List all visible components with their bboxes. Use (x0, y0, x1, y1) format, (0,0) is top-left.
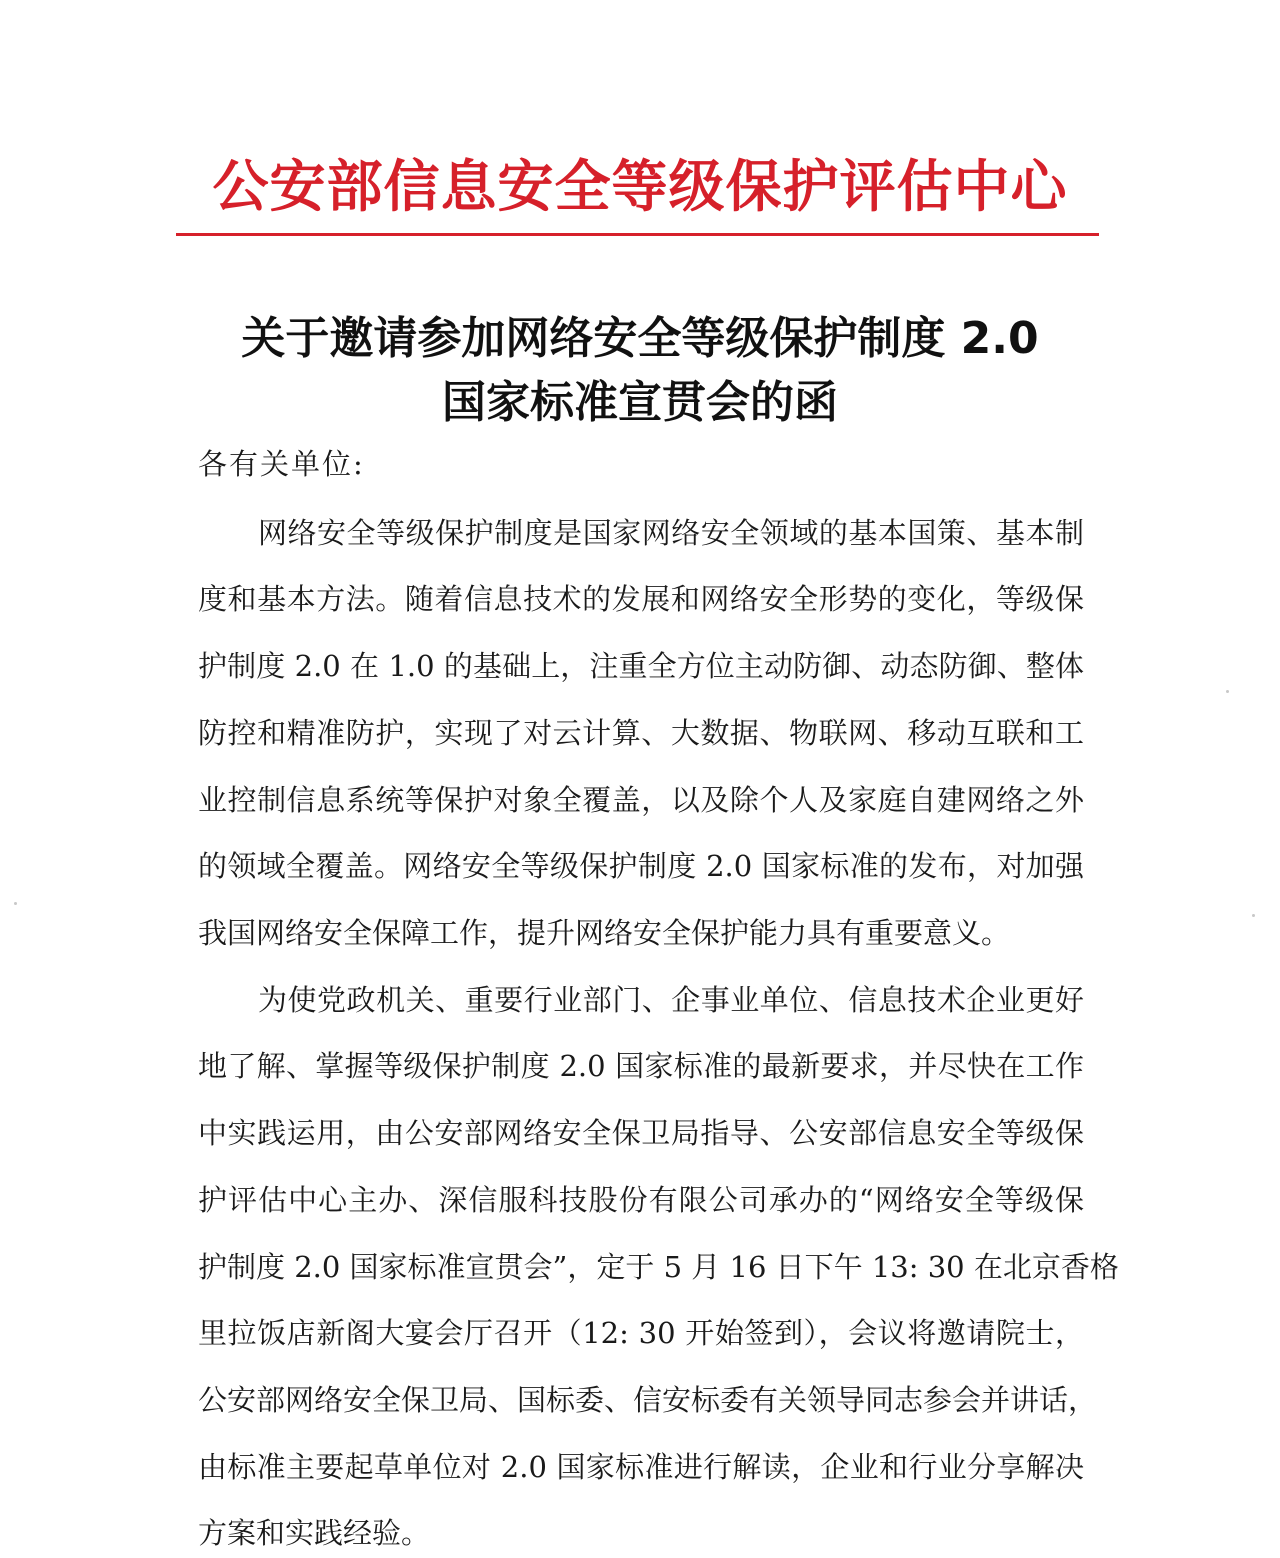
paragraph-2-line: 地了解、掌握等级保护制度 2.0 国家标准的最新要求，并尽快在工作 (198, 1049, 1084, 1083)
salutation: 各有关单位: (198, 447, 365, 481)
document-title-line-1: 关于邀请参加网络安全等级保护制度 2.0 (241, 313, 1039, 364)
paragraph-2-line: 公安部网络安全保卫局、国标委、信安标委有关领导同志参会并讲话， (198, 1383, 1098, 1417)
scan-speck (1226, 690, 1229, 693)
paragraph-2-line: 为使党政机关、重要行业部门、企事业单位、信息技术企业更好 (258, 983, 1084, 1017)
paragraph-2-line: 中实践运用，由公安部网络安全保卫局指导、公安部信息安全等级保 (198, 1116, 1084, 1150)
paragraph-1-line: 业控制信息系统等保护对象全覆盖，以及除个人及家庭自建网络之外 (198, 783, 1084, 817)
paragraph-2-line: 由标准主要起草单位对 2.0 国家标准进行解读，企业和行业分享解决 (198, 1450, 1084, 1484)
paragraph-2-line: 里拉饭店新阁大宴会厅召开（12: 30 开始签到），会议将邀请院士， (198, 1316, 1084, 1350)
paragraph-1-line: 护制度 2.0 在 1.0 的基础上，注重全方位主动防御、动态防御、整体 (198, 649, 1084, 683)
paragraph-1-line: 度和基本方法。随着信息技术的发展和网络安全形势的变化，等级保 (198, 582, 1084, 616)
document-title-line-2: 国家标准宣贯会的函 (442, 377, 838, 428)
scan-speck (1252, 914, 1255, 917)
paragraph-2-line: 方案和实践经验。 (198, 1516, 431, 1550)
paragraph-2-line: 护评估中心主办、深信服科技股份有限公司承办的“网络安全等级保 (198, 1183, 1084, 1217)
organization-header: 公安部信息安全等级保护评估中心 (212, 155, 1068, 220)
paragraph-1-line: 网络安全等级保护制度是国家网络安全领域的基本国策、基本制 (258, 516, 1084, 550)
scan-speck (14, 902, 17, 905)
paragraph-1-line: 我国网络安全保障工作，提升网络安全保护能力具有重要意义。 (198, 916, 1011, 950)
paragraph-1-line: 防控和精准防护，实现了对云计算、大数据、物联网、移动互联和工 (198, 716, 1084, 750)
paragraph-2-line: 护制度 2.0 国家标准宣贯会”，定于 5 月 16 日下午 13: 30 在北京香格 (198, 1250, 1119, 1284)
paragraph-1-line: 的领域全覆盖。网络安全等级保护制度 2.0 国家标准的发布，对加强 (198, 849, 1084, 883)
header-red-rule (176, 233, 1099, 236)
